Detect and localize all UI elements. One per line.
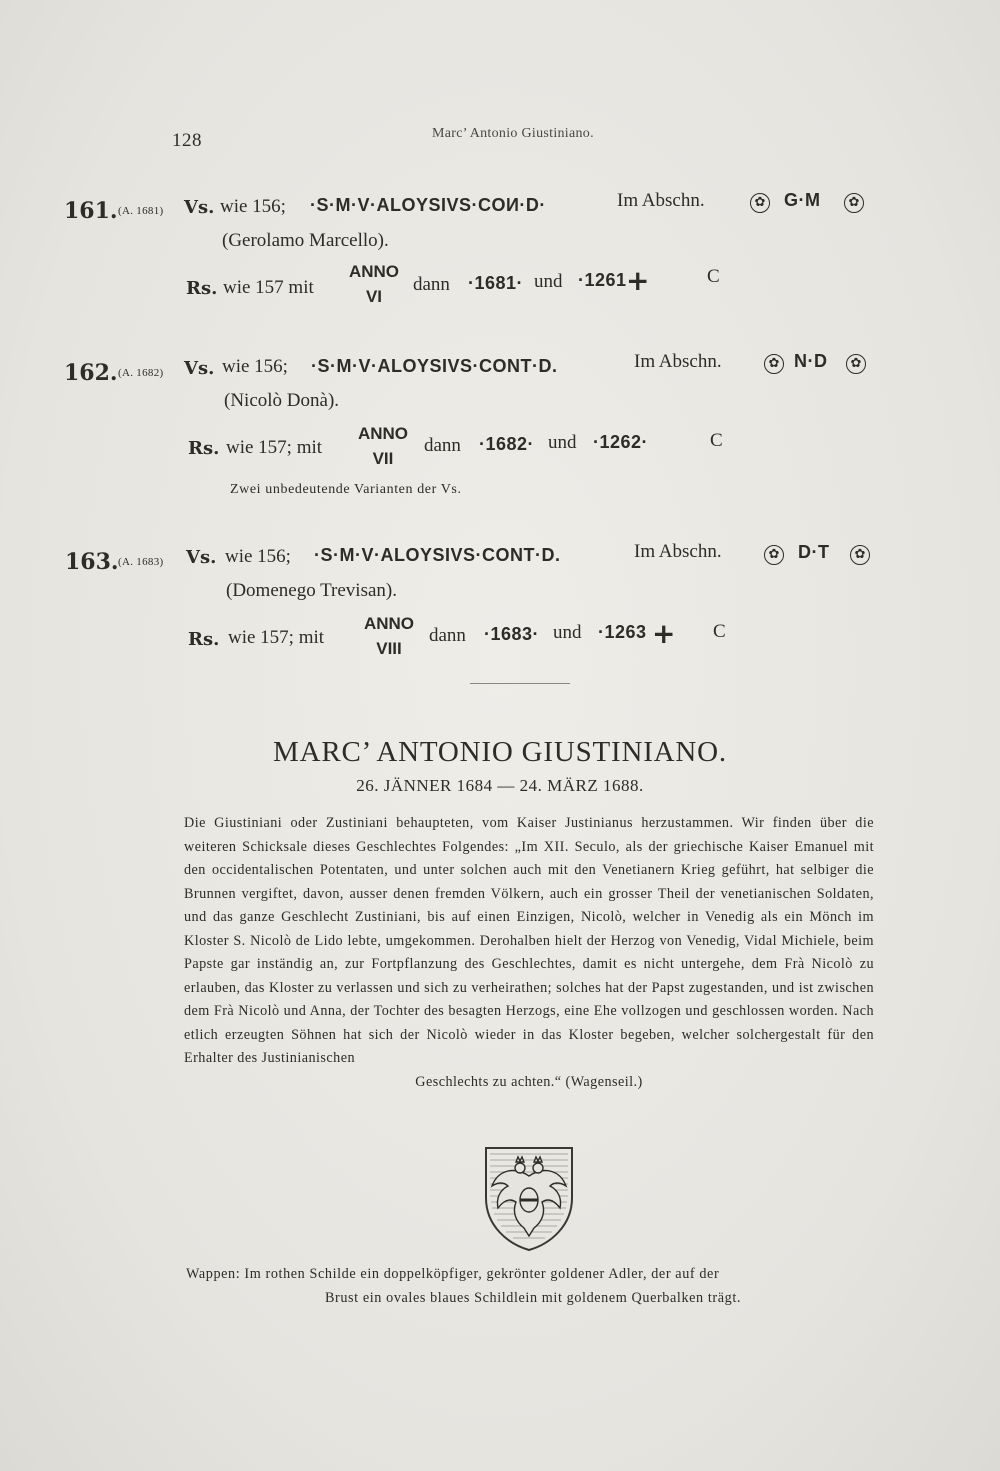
coin-legend: ·S·M·V·ALOYSIVS·CONT·D. xyxy=(314,545,561,565)
anno-top: ANNO xyxy=(348,262,400,281)
und-text: und xyxy=(548,432,577,453)
und-text: und xyxy=(534,271,563,292)
rosette-ornament-icon: ✿ xyxy=(844,193,864,213)
im-abschn: Im Abschn. xyxy=(617,190,705,211)
anno-bottom: VIII xyxy=(376,639,402,658)
coat-of-arms-icon xyxy=(484,1146,574,1252)
rosette-ornament-icon: ✿ xyxy=(850,545,870,565)
coin-legend: ·S·M·V·ALOYSIVS·COИ·D· xyxy=(310,195,546,215)
rosette-ornament-icon: ✿ xyxy=(846,354,866,374)
entry-number: 161. xyxy=(64,198,118,224)
coin-legend: ·S·M·V·ALOYSIVS·CONT·D. xyxy=(311,356,558,376)
person-name: (Domenego Trevisan). xyxy=(226,580,397,601)
rosette-ornament-icon: ✿ xyxy=(764,545,784,565)
year-2: ·1262· xyxy=(593,432,649,452)
rs-label: Rs. xyxy=(188,438,220,459)
vs-label: Vs. xyxy=(184,197,215,218)
paragraph-end: Geschlechts zu achten.“ (Wagenseil.) xyxy=(415,1073,643,1090)
grade: C xyxy=(707,266,720,287)
im-abschn: Im Abschn. xyxy=(634,541,722,562)
vs-label: Vs. xyxy=(186,547,217,568)
dann-text: dann xyxy=(429,625,466,646)
section-dates: 26. JÄNNER 1684 — 24. MÄRZ 1688. xyxy=(356,776,644,795)
grade: C xyxy=(710,430,723,451)
person-name: (Gerolamo Marcello). xyxy=(222,230,389,251)
year-1: ·1683· xyxy=(484,624,540,644)
rs-text: wie 157 mit xyxy=(223,277,314,298)
page-number: 128 xyxy=(172,130,202,151)
und-text: und xyxy=(553,622,582,643)
anno-bottom: VII xyxy=(372,449,394,468)
rosette-ornament-icon: ✿ xyxy=(764,354,784,374)
anno-top: ANNO xyxy=(357,424,409,443)
vs-text: wie 156; xyxy=(220,196,286,217)
person-name: (Nicolò Donà). xyxy=(224,390,340,411)
year-1: ·1681· xyxy=(468,273,524,293)
anno-bottom: VI xyxy=(365,287,383,306)
rs-text: wie 157; mit xyxy=(228,627,325,648)
variant-note: Zwei unbedeutende Varianten der Vs. xyxy=(230,482,462,497)
anno-top: ANNO xyxy=(363,614,415,633)
rs-label: Rs. xyxy=(186,278,218,299)
dann-text: dann xyxy=(413,274,450,295)
grade: C xyxy=(713,621,726,642)
year-2: ·1261 xyxy=(578,270,627,290)
vs-text: wie 156; xyxy=(222,356,288,377)
year-1: ·1682· xyxy=(479,434,535,454)
rs-text: wie 157; mit xyxy=(226,437,323,458)
wappen-line-2: Brust ein ovales blaues Schildlein mit goldenem Querbalken trägt. xyxy=(324,1290,742,1306)
cross-icon: + xyxy=(652,617,676,650)
entry-year: (A. 1682) xyxy=(118,367,164,379)
dann-text: dann xyxy=(424,435,461,456)
section-divider xyxy=(470,683,570,684)
section-title: MARC’ ANTONIO GIUSTINIANO. xyxy=(273,736,727,768)
abschn-legend: G·M xyxy=(784,190,821,210)
history-paragraph xyxy=(184,812,874,1094)
im-abschn: Im Abschn. xyxy=(634,351,722,372)
entry-year: (A. 1683) xyxy=(118,556,164,568)
entry-year: (A. 1681) xyxy=(118,205,164,217)
cross-icon: + xyxy=(626,264,650,297)
abschn-legend: N·D xyxy=(794,351,828,371)
entry-number: 163. xyxy=(65,549,119,575)
running-title: Marc’ Antonio Giustiniano. xyxy=(432,126,594,141)
rs-label: Rs. xyxy=(188,629,220,650)
entry-number: 162. xyxy=(64,360,118,386)
year-2: ·1263 xyxy=(598,622,647,642)
vs-label: Vs. xyxy=(184,358,215,379)
paragraph-text: Die Giustiniani oder Zustiniani behaupteten, vom Kaiser Justinianus herzustammen. Wir finden über die weiteren Schicksale dieses Geschlechtes Folgendes: „Im XII. Seculo, als der griechische Kaiser Emanuel mit den occidentalischen Potentaten, und unter solchen auch mit den Venetianern Krieg geführt, hat selbiger die Brunnen vergiftet, davon, ausser denen fremden Völkern, auch ein grosser Theil der venetianischen Soldaten, und das ganze Geschlecht Zustiniani, bis auf einen Einzigen, Nicolò, welcher in Venedig als ein Mönch im Kloster S. Nicolò de Lido lebte, umgekommen. Derohalben hielt der Herzog von Venedig, Vidal Michiele, beim Papste gar inständig an, zur Fortpflanzung des Geschlechtes, damit es nicht untergehe, dem Frà Nicolò zu erlauben, das Kloster zu verlassen und sich zu verheirathen; solches hat der Papst zugestanden, und ist zwischen dem Frà Nicolò und Anna, der Tochter des besagten Herzogs, eine Ehe vollzogen und geschlossen worden. Nach etlich erzeugten Söhnen hat sich der Nicolò wieder in das Kloster begeben, welcher solchergestalt für den Erhalter des Justinianischen xyxy=(184,815,874,1066)
wappen-description xyxy=(186,1262,880,1310)
vs-text: wie 156; xyxy=(225,546,291,567)
wappen-line-1: Wappen: Im rothen Schilde ein doppelköpfiger, gekrönter goldener Adler, der auf der xyxy=(186,1266,720,1282)
rosette-ornament-icon: ✿ xyxy=(750,193,770,213)
abschn-legend: D·T xyxy=(798,542,830,562)
